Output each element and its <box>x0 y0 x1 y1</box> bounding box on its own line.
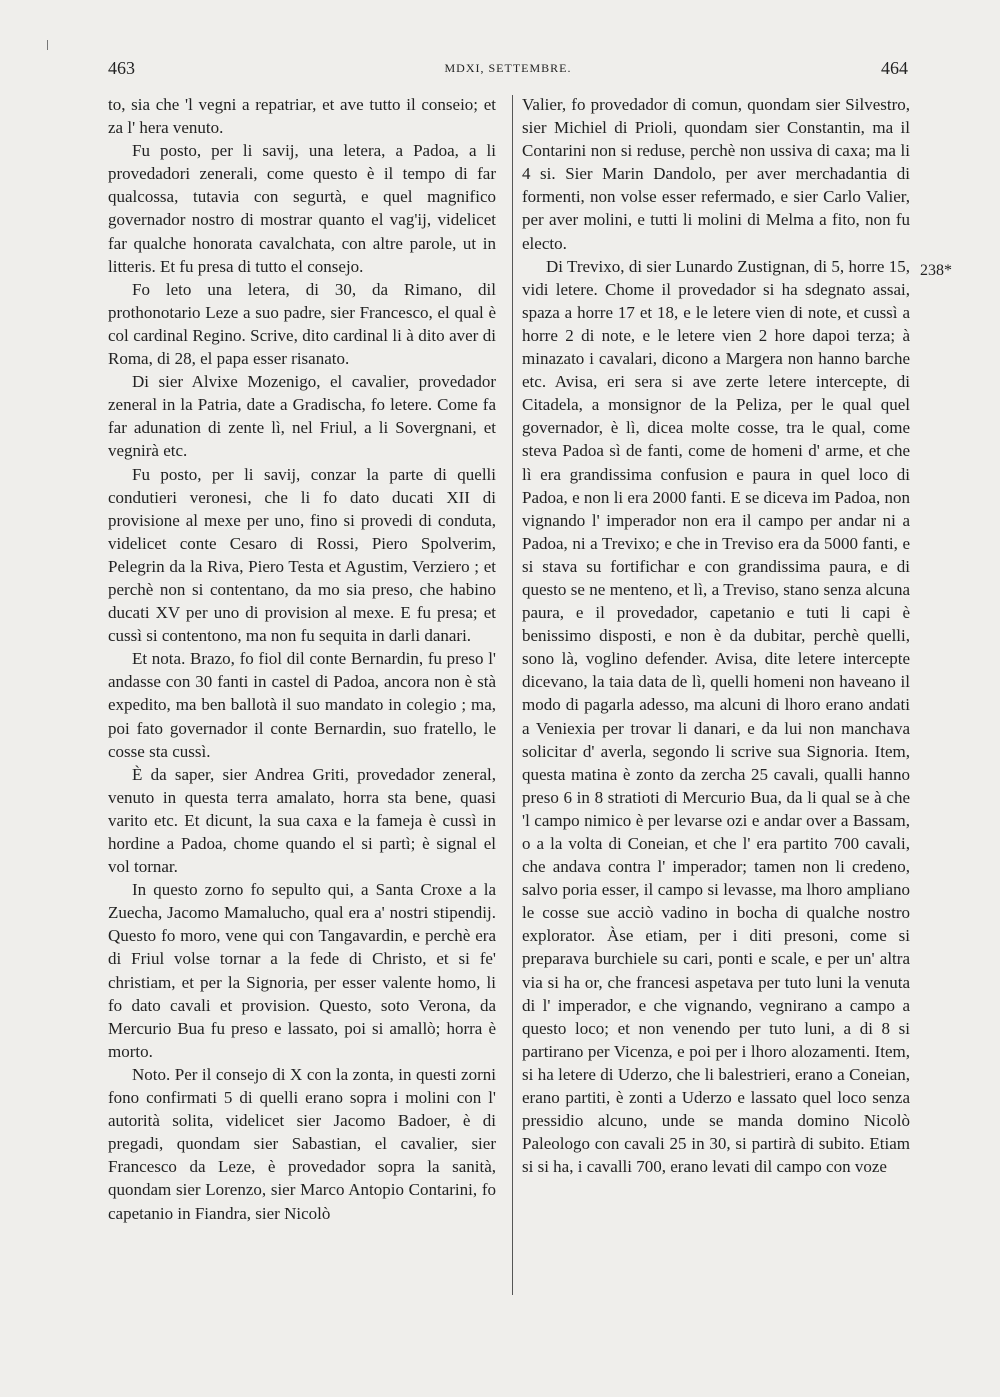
page-number-right: 464 <box>881 58 908 78</box>
paragraph: Fo leto una letera, di 30, da Rimano, dil prothonotario Leze a suo padre, sier Francesco, el qual è col cardinal Regino. Scrive, dito cardinal li à dito aver di Roma, di 28, el papa esser risanato. <box>108 279 496 369</box>
margin-note: 238* <box>920 262 952 279</box>
scan-mark <box>47 40 48 50</box>
paragraph: Di sier Alvixe Mozenigo, el cavalier, provedador zeneral in la Patria, date a Gradischa, fo letere. Come fa far adunation di zente lì, nel Friul, a li Sovergnani, et vegnirà etc. <box>108 372 496 461</box>
paragraph: In questo zorno fo sepulto qui, a Santa Croxe a la Zuecha, Jacomo Mamalucho, qual era a' nostri stipendij. Questo fo moro, vene qui con Tangavardin, e perchè era di Friul volse tornar a la fede di Christo, et si fe' christiam, et per la Signoria, per esser valente homo, li fo dato cavali et provision. Questo, soto Verona, da Mercurio Bua fu preso e lassato, poi si amallò; horra è morto. <box>108 880 496 1061</box>
running-title: MDXI, SETTEMBRE. <box>444 61 572 75</box>
column-divider <box>512 95 513 1295</box>
paragraph: È da saper, sier Andrea Griti, provedador zeneral, venuto in questa terra amalato, horra sta bene, quasi varito etc. Et dicunt, la sua caxa e la fameja è cussì in hordine a Padoa, chome quando el si partì; è signal el vol tornar. <box>108 764 496 877</box>
left-column <box>108 93 496 1225</box>
paragraph: Valier, fo provedador di comun, quondam sier Silvestro, sier Michiel di Prioli, quondam sier Constantin, ma il Contarini non si reduse, perchè non ussiva di caxa; ma li 4 si. Sier Marin Dandolo, per aver merchadantia di formenti, non volse esser refermado, e sier Carlo Valier, per aver molini, e tutti li molini di Melma a fito, non fu electo. <box>522 95 910 253</box>
paragraph: to, sia che 'l vegni a repatriar, et ave tutto il conseio; et za l' hera venuto. <box>108 95 496 138</box>
paragraph: Fu posto, per li savij, una letera, a Padoa, a li provedadori zenerali, come questo è il tempo di far qualcossa, tutavia con segurtà, e quel magnifico governador nostro di mostrar quanto el vag'ij, videlicet far qualche honorata cavalchata, con altre parole, ut in litteris. Et fu presa di tutto el consejo. <box>108 141 496 276</box>
paragraph: Fu posto, per li savij, conzar la parte di quelli condutieri veronesi, che li fo dato ducati XII di provisione al mexe per uno, fino si provedi di conduta, videlicet conte Cesaro di Rossi, Piero Spolverim, Pelegrin da la Riva, Piero Testa et Agustim, Verziero ; et perchè non si contentano, da mo sia preso, che habino ducati XV per uno di provision al mexe. E fu presa; et cussì si contentono, ma non fu sequita in darli danari. <box>108 464 496 646</box>
paragraph: Di Trevixo, di sier Lunardo Zustignan, di 5, horre 15, vidi letere. Chome il provedador si ha sdegnato assai, spaza a horre 17 et 18, e le letere vien di note, et cussì a horre 2 di note, e le letere vien 2 hore dapoi terza; à minazato i cavalari, dicono a Margera non hanno barche etc. Avisa, eri sera si ave zerte letere intercepte, di Citadela, a monsignor de la Peliza, per le qual quel governador, è lì, dicea molte cosse, tra le qual, come steva Padoa sì de fanti, come de homeni d' arme, et che lì era grandissima confusion e paura in quel loco di Padoa, e non li era 2000 fanti. E se diceva im Padoa, non vignando l' imperador non era il campo per andar ni a Padoa, ni a Trevixo; e che in Treviso era da 5000 fanti, e si stava su fortifichar e con grandissima paura, e di questo se ne mentenо, et lì, a Treviso, stano senza alcuna paura, e il provedador, capetanio e tuti li capi è benissimo disposti, e non è da dubitar, perchè quelli, sono là, voglino defender. Avisa, dite letere intercepte dicevano, la taia data de lì, quelli homeni non haveano il modo di pagarla adesso, ma alcuni di lhoro erano andati a Veniexia per trovar li danari, e da lui non manchava solicitar d' averla, segondo li scrive sua Signoria. Item, questa matina è zonto da zercha 25 cavali, qualli hanno preso 6 in 8 stratioti di Mercurio Bua, da li qual se à che 'l campo nimico è per levarse ozi e andar over a Bassam, o a la volta di Coneian, et che l' era partito 700 cavali, che andava contra l' imperador; tamen non li credeno, salvo poria esser, il campo si levasse, ma lhoro ampliano le cosse sue acciò vadino in bocha di qualche nostro explorator. Àse etiam, per i diti presoni, come si preparava burchiele su cari, ponti e scale, e per un' altra via si ha or, che francesi aspetava per tuto luni la venuta di l' imperador, e che vignando, vegnirano a campo a questo loco; et non venendo per tuto luni, a di 8 si partirano per Vicenza, e poi per i lhoro alozamenti. Item, si ha letere di Uderzo, che li balestrieri, erano a Coneian, erano partiti, è zonti a Uderzo e lassato quel loco senza pressidio alcuno, unde se manda domino Nicolò Paleologo con cavali 25 in 30, si partirà di subito. Etiam si si ha, i cavalli 700, erano levati dil campo con voze <box>522 256 910 1177</box>
page-number-left: 463 <box>108 58 135 78</box>
paragraph: Noto. Per il consejo di X con la zonta, in questi zorni fono confirmati 5 di quelli erano sopra i molini con l' autorità solita, videlicet sier Jacomo Badoer, è di pregadi, quondam sier Sabastian, el cavalier, sier Francesco da Leze, è provedador sopra la sanità, quondam sier Lorenzo, sier Marco Antopio Contarini, fo capetanio in Fiandra, sier Nicolò <box>108 1064 496 1223</box>
right-column <box>522 93 910 1178</box>
page-header <box>108 58 908 84</box>
paragraph: Et nota. Brazo, fo fiol dil conte Bernardin, fu preso l' andasse con 30 fanti in castel di Padoa, ancora non è stà expedito, ma ben ballotà il suo mandato in colegio ; ma, poi fato governador il conte Bernardin, suo fratello, le cosse sta cussì. <box>108 649 496 761</box>
